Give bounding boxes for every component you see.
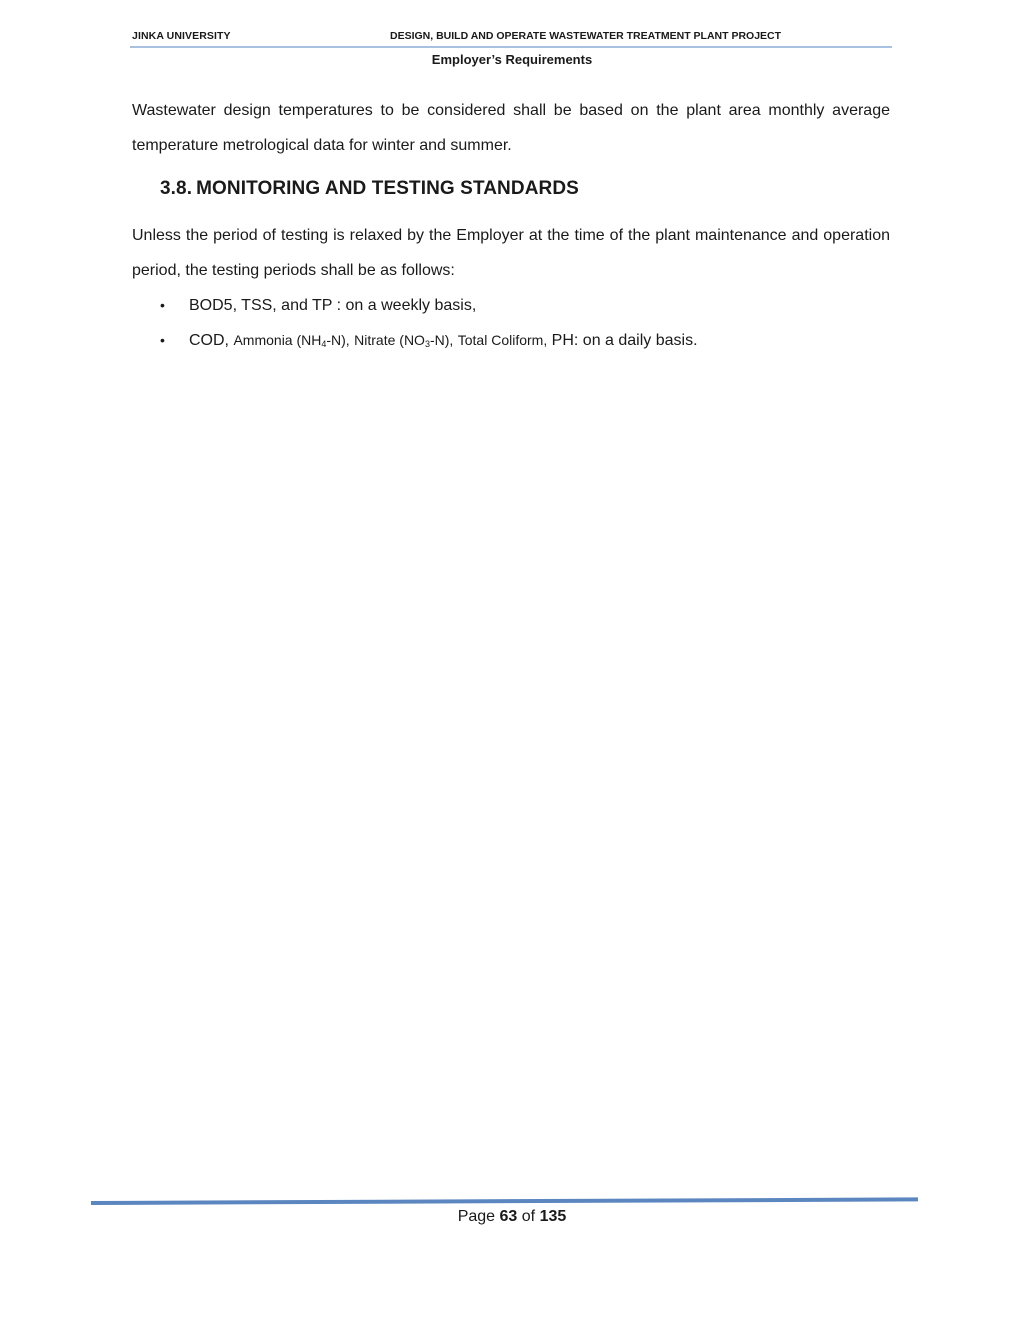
total-pages: 135	[539, 1208, 567, 1225]
ammonia-suffix: -N),	[326, 332, 350, 348]
paragraph-testing-periods: Unless the period of testing is relaxed by the Employer at the time of the plant maintenance and operation period, the testing periods shall be as follows:	[132, 227, 890, 279]
header-organization: JINKA UNIVERSITY	[132, 30, 231, 42]
list-item	[160, 323, 698, 358]
list-item-ph: PH: on a daily basis.	[551, 332, 698, 349]
list-item-coliform: Total Coliform,	[457, 332, 548, 348]
page-number	[0, 1208, 1024, 1226]
paragraph-design-temperatures: Wastewater design temperatures to be considered shall be based on the plant area monthly average temperature metrological data for winter and summer.	[132, 102, 890, 154]
testing-periods-list	[160, 288, 698, 358]
page-label: Page	[457, 1208, 496, 1225]
nitrate-label: Nitrate (NO	[354, 332, 425, 348]
header-divider	[130, 46, 892, 48]
header-subtitle: Employer’s Requirements	[431, 52, 593, 67]
bullet-icon: •	[160, 332, 165, 348]
section-heading	[160, 178, 579, 200]
list-item	[160, 288, 698, 323]
of-label: of	[521, 1208, 536, 1225]
list-item-cod: COD,	[189, 332, 229, 349]
list-item-nitrate	[354, 332, 453, 348]
list-item-ammonia	[233, 332, 349, 348]
bullet-icon: •	[160, 297, 165, 313]
current-page: 63	[499, 1208, 518, 1225]
footer-divider	[91, 1197, 918, 1205]
list-item-text: BOD5, TSS, and TP : on a weekly basis,	[189, 297, 477, 314]
header-project-title: DESIGN, BUILD AND OPERATE WASTEWATER TREATMENT PLANT PROJECT	[390, 30, 782, 42]
section-number: 3.8.	[160, 178, 193, 199]
nitrate-suffix: -N),	[429, 332, 454, 348]
nitrate-subscript: 3	[424, 339, 430, 349]
section-title: MONITORING AND TESTING STANDARDS	[196, 178, 579, 199]
ammonia-subscript: 4	[321, 339, 327, 349]
ammonia-label: Ammonia (NH	[233, 332, 322, 348]
